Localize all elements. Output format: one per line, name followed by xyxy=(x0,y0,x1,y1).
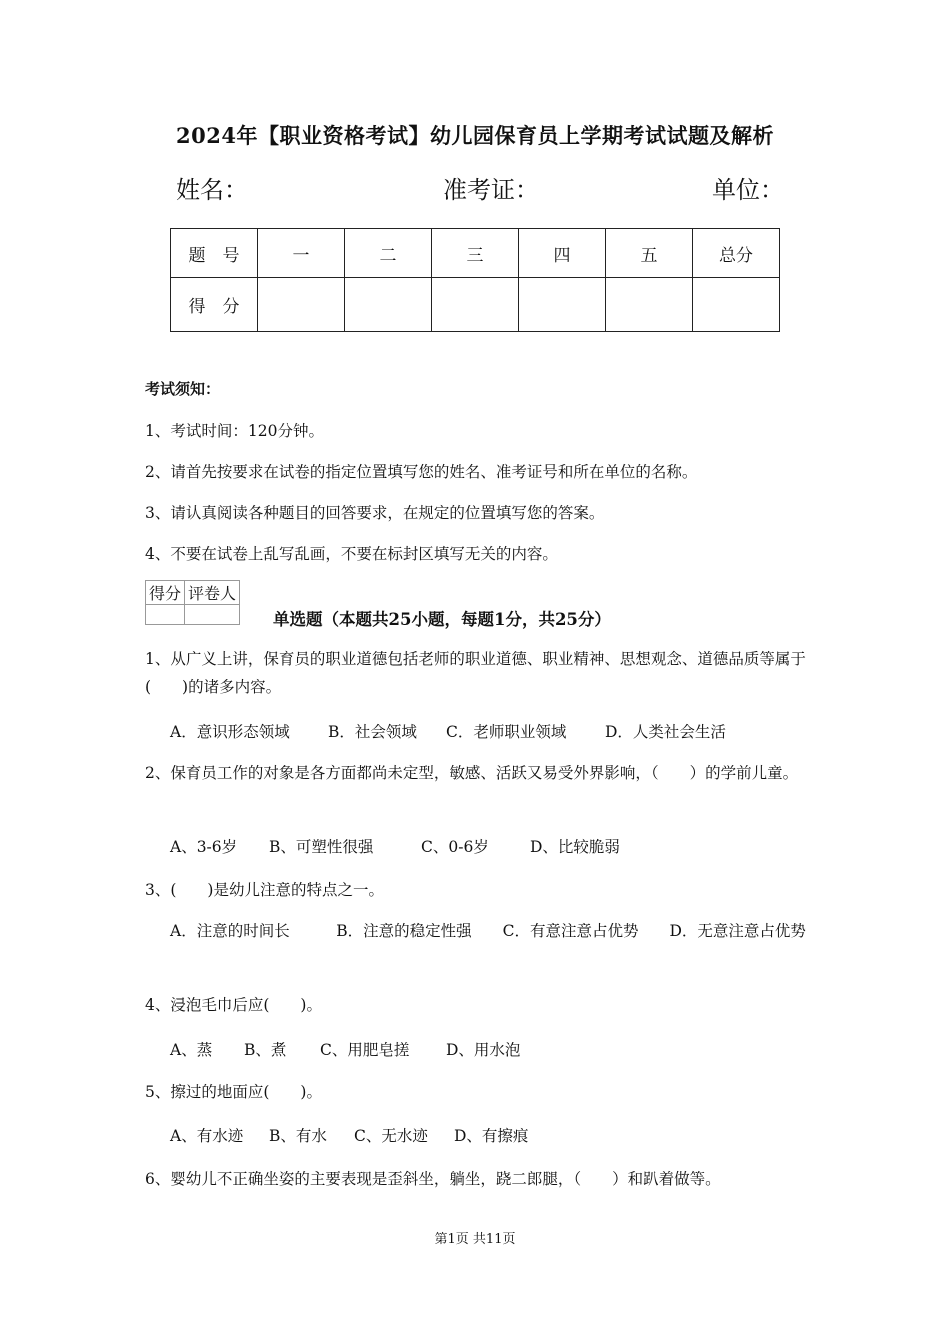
score-header-cell: 一 xyxy=(258,229,345,278)
score-header-cell: 五 xyxy=(606,229,693,278)
score-cell[interactable] xyxy=(606,278,693,332)
question-stem: 2、保育员工作的对象是各方面都尚未定型，敏感、活跃又易受外界影响，（ ）的学前儿童。 xyxy=(145,764,799,782)
question-options-text: A．注意的时间长 B．注意的稳定性强 C．有意注意占优势 D．无意注意占优势 xyxy=(170,922,806,940)
grader-score-cell[interactable] xyxy=(146,605,185,625)
notice-item: 3、请认真阅读各种题目的回答要求，在规定的位置填写您的答案。 xyxy=(145,504,605,522)
score-row-label: 得 分 xyxy=(171,278,258,332)
question-option: D、用水泡 xyxy=(446,1041,521,1059)
grader-reviewer-label: 评卷人 xyxy=(185,581,240,605)
score-header-cell: 三 xyxy=(432,229,519,278)
notice-item: 2、请首先按要求在试卷的指定位置填写您的姓名、准考证号和所在单位的名称。 xyxy=(145,463,698,481)
grader-reviewer-cell[interactable] xyxy=(185,605,240,625)
question-option: D、有擦痕 xyxy=(454,1127,529,1145)
score-cell[interactable] xyxy=(693,278,780,332)
grader-header-row xyxy=(146,581,240,605)
score-header-cell: 总分 xyxy=(693,229,780,278)
grader-box xyxy=(145,580,240,625)
exam-id-label: 准考证： xyxy=(443,176,539,204)
grader-input-row xyxy=(146,605,240,625)
question-stem: 1、从广义上讲，保育员的职业道德包括老师的职业道德、职业精神、思想观念、道德品质等属于( )的诸多内容。 xyxy=(145,650,806,696)
question-option: B、煮 xyxy=(244,1041,287,1059)
question-option: D、比较脆弱 xyxy=(530,838,620,856)
question-option: A、有水迹 xyxy=(170,1127,244,1145)
question-option: C．老师职业领域 xyxy=(446,723,567,741)
question-option: A、3-6岁 xyxy=(170,838,238,856)
score-header-cell: 四 xyxy=(519,229,606,278)
question-option: A．意识形态领域 xyxy=(170,723,290,741)
question-stem: 5、擦过的地面应( )。 xyxy=(145,1083,322,1101)
question-option: D．人类社会生活 xyxy=(605,723,726,741)
page-footer: 第1页 共11页 xyxy=(434,1232,516,1247)
page-title: 2024年【职业资格考试】幼儿园保育员上学期考试试题及解析 xyxy=(176,123,774,148)
score-table-header-row xyxy=(171,229,780,278)
notice-item: 1、考试时间：120分钟。 xyxy=(145,422,324,440)
question-option: B、有水 xyxy=(269,1127,327,1145)
question-option: C、用肥皂搓 xyxy=(320,1041,410,1059)
section-title: 单选题（本题共25小题，每题1分，共25分） xyxy=(273,610,611,629)
score-table xyxy=(170,228,780,332)
score-header-cell: 题 号 xyxy=(171,229,258,278)
name-label: 姓名： xyxy=(176,176,248,204)
notice-item: 4、不要在试卷上乱写乱画，不要在标封区填写无关的内容。 xyxy=(145,545,558,563)
score-cell[interactable] xyxy=(519,278,606,332)
score-header-cell: 二 xyxy=(345,229,432,278)
score-cell[interactable] xyxy=(345,278,432,332)
unit-label: 单位： xyxy=(712,176,784,204)
question-option: B、可塑性很强 xyxy=(269,838,374,856)
score-cell[interactable] xyxy=(432,278,519,332)
score-table-score-row xyxy=(171,278,780,332)
question-stem: 4、浸泡毛巾后应( )。 xyxy=(145,996,322,1014)
score-cell[interactable] xyxy=(258,278,345,332)
question-option: C、无水迹 xyxy=(354,1127,428,1145)
notice-title: 考试须知： xyxy=(145,380,221,398)
grader-score-label: 得分 xyxy=(146,581,185,605)
question-option: B．社会领域 xyxy=(328,723,417,741)
question-option: A、蒸 xyxy=(170,1041,213,1059)
question-stem: 3、( )是幼儿注意的特点之一。 xyxy=(145,881,384,899)
question-option: C、0-6岁 xyxy=(421,838,489,856)
question-stem: 6、婴幼儿不正确坐姿的主要表现是歪斜坐，躺坐，跷二郎腿，（ ）和趴着做等。 xyxy=(145,1170,721,1188)
